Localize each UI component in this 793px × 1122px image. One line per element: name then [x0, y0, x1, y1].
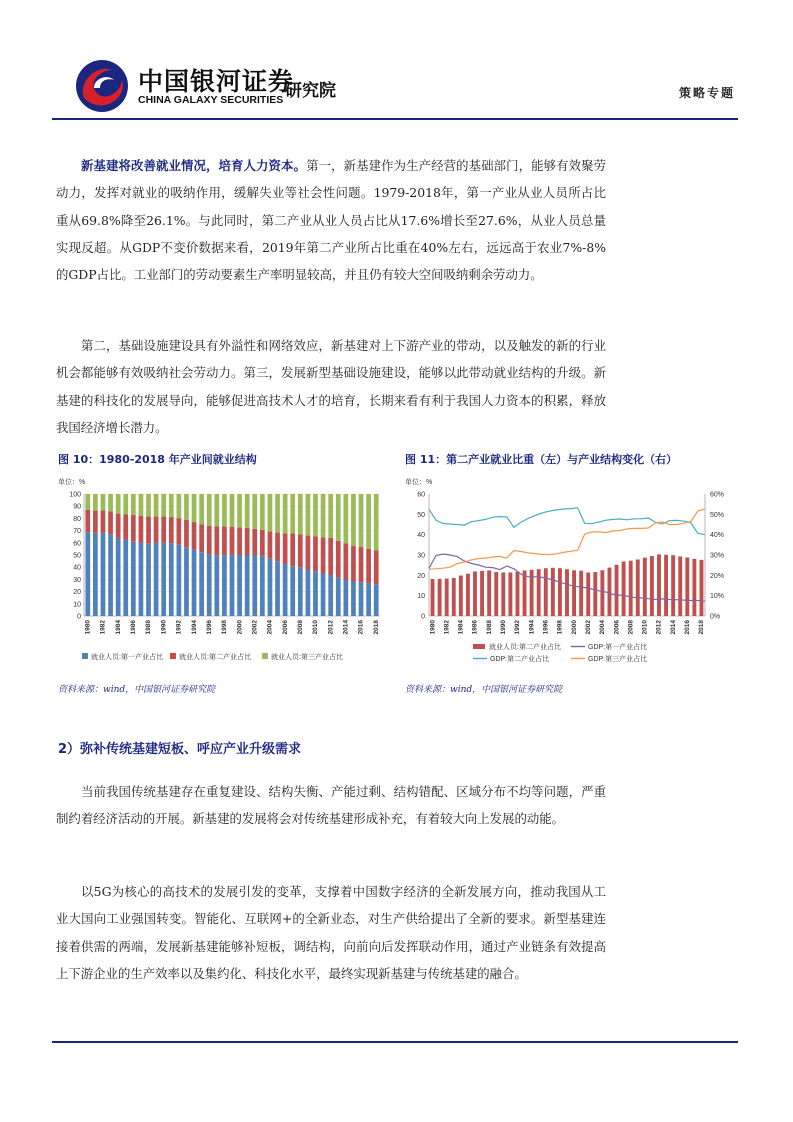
chart10-x-tick-label: 1990 [160, 620, 168, 635]
chart10-x-tick-label: 1998 [221, 620, 229, 635]
chart10-bar-series2 [184, 520, 189, 547]
chart10-bar-series2 [328, 538, 333, 575]
chart10-bar-series3 [139, 494, 144, 516]
chart10-bar-series2 [123, 514, 128, 539]
chart11-bar-employment [615, 565, 619, 616]
chart10-bar-series2 [298, 535, 303, 568]
chart11-unit-label: 单位：% [405, 479, 433, 486]
chart10-bar-series2 [290, 534, 295, 567]
header-divider [52, 118, 738, 120]
chart10-legend-swatch [262, 653, 268, 659]
chart11-bar-employment [452, 578, 456, 616]
chart10-bar-series3 [328, 494, 333, 538]
figure-11-source: 资料来源：wind，中国银河证券研究院 [405, 685, 563, 695]
chart11-bar-employment [558, 568, 562, 616]
paragraph-3: 当前我国传统基建存在重复建设、结构失衡、产能过剩、结构错配、区域分布不均等问题，严重制约着经济活动的开展。新基建的发展将会对传统基建形成补充，有着较大向上发展的动能。 [56, 784, 606, 827]
chart10-bar-series3 [359, 494, 364, 547]
chart11-y-left-tick-label: 20 [417, 572, 425, 580]
chart10-bar-series1 [283, 564, 288, 616]
chart10-x-tick-label: 1988 [145, 620, 153, 635]
chart-employment-structure [58, 474, 388, 670]
chart10-bar-series2 [252, 529, 257, 555]
chart10-bar-series1 [359, 582, 364, 616]
chart10-bar-series3 [123, 494, 128, 514]
chart10-bar-series1 [237, 555, 242, 616]
chart11-y-left-tick-label: 60 [417, 491, 425, 499]
chart10-x-tick-label: 2012 [327, 620, 335, 635]
chart11-x-tick-label: 2014 [669, 620, 677, 635]
chart10-y-tick-label: 30 [73, 576, 81, 584]
chart10-bar-series3 [108, 494, 113, 511]
galaxy-logo-icon [74, 58, 130, 114]
chart10-bar-series1 [169, 543, 174, 616]
chart11-y-right-tick-label: 30% [710, 552, 725, 560]
chart10-bar-series3 [306, 494, 311, 536]
chart10-bar-series3 [199, 494, 204, 524]
chart10-x-tick-label: 2010 [312, 620, 320, 635]
chart10-bar-series3 [283, 494, 288, 533]
chart10-unit-label: 单位：% [58, 479, 86, 486]
chart11-bar-employment [636, 559, 640, 616]
chart10-bar-series2 [313, 536, 318, 571]
chart10-y-tick-label: 90 [73, 503, 81, 511]
chart11-x-tick-label: 1984 [457, 620, 465, 635]
chart10-bar-series1 [351, 581, 356, 616]
brand-name-cn: 中国银河证券 [138, 67, 295, 96]
chart10-bar-series1 [374, 584, 379, 616]
chart11-bar-employment [544, 568, 548, 616]
chart10-bar-series2 [222, 527, 227, 556]
chart11-x-tick-label: 1992 [514, 620, 522, 635]
chart10-bar-series1 [214, 555, 219, 616]
chart10-legend-swatch [170, 653, 176, 659]
chart10-y-tick-label: 20 [73, 589, 81, 597]
chart10-bar-series1 [336, 578, 341, 616]
footer-divider [52, 1041, 738, 1043]
chart10-bar-series2 [245, 528, 250, 555]
chart11-x-tick-label: 2018 [698, 620, 706, 635]
chart10-x-tick-label: 1982 [99, 620, 107, 635]
paragraph-2: 第二，基础设施建设具有外溢性和网络效应，新基建对上下游产业的带动，以及触发的新的行业机会都能够有效吸纳社会劳动力。第三，发展新型基础设施建设，能够以此带动就业结构的升级。新基建的科技化的发展导向，能够促进高技术人才的培育，长期来看有利于我国人力资本的积累，释放我国经济增长潜力。 [56, 338, 606, 435]
chart10-bar-series1 [260, 556, 265, 616]
chart11-x-tick-label: 1998 [556, 620, 564, 635]
chart11-legend-label: 就业人员:第二产业占比 [489, 644, 561, 651]
chart11-x-tick-label: 1994 [528, 620, 536, 635]
chart10-bar-series1 [154, 543, 159, 616]
chart10-bar-series2 [351, 546, 356, 582]
chart10-bar-series2 [146, 516, 151, 543]
chart11-x-tick-label: 1982 [443, 620, 451, 635]
chart11-bar-employment [565, 569, 569, 616]
chart11-bar-employment [579, 571, 583, 616]
chart10-x-tick-label: 1980 [84, 620, 92, 635]
chart10-y-tick-label: 70 [73, 528, 81, 536]
chart10-x-tick-label: 2014 [342, 620, 350, 635]
chart10-bar-series2 [214, 526, 219, 555]
chart11-bar-employment [480, 571, 484, 616]
chart10-bar-series2 [154, 516, 159, 542]
chart10-bar-series2 [374, 550, 379, 584]
chart10-bar-series3 [131, 494, 136, 515]
chart10-bar-series2 [93, 511, 98, 533]
chart11-bar-employment [608, 568, 612, 616]
chart11-bar-employment [622, 562, 626, 616]
chart10-bar-series3 [336, 494, 341, 541]
chart11-bar-employment [600, 570, 604, 616]
chart10-x-tick-label: 2008 [297, 620, 305, 635]
chart10-bar-series1 [177, 545, 182, 616]
chart11-bar-employment [700, 560, 704, 616]
chart10-bar-series2 [237, 528, 242, 555]
chart11-bar-employment [586, 572, 590, 616]
chart10-bar-series3 [184, 494, 189, 520]
chart11-bar-employment [494, 572, 498, 616]
chart11-line-series2 [429, 508, 705, 535]
chart11-y-left-tick-label: 10 [417, 593, 425, 601]
chart11-x-tick-label: 1980 [429, 620, 437, 635]
chart11-x-tick-label: 2010 [641, 620, 649, 635]
chart10-bar-series1 [313, 571, 318, 616]
chart10-y-tick-label: 60 [73, 540, 81, 548]
chart11-bar-employment [692, 559, 696, 616]
chart11-x-tick-label: 2004 [599, 620, 607, 635]
chart10-bar-series3 [351, 494, 356, 546]
chart11-bar-employment [438, 579, 442, 616]
chart11-bar-employment [501, 572, 505, 616]
chart11-bar-employment [516, 572, 520, 616]
chart11-y-left-tick-label: 0 [421, 613, 425, 621]
chart10-bar-series2 [343, 544, 348, 580]
chart10-bar-series3 [207, 494, 212, 526]
chart10-bar-series1 [290, 566, 295, 616]
chart10-bar-series1 [306, 570, 311, 616]
chart11-bar-employment [466, 574, 470, 616]
chart10-bar-series1 [268, 559, 273, 616]
chart10-bar-series2 [116, 514, 121, 538]
chart10-bar-series2 [336, 541, 341, 578]
chart10-bar-series3 [161, 494, 166, 517]
chart10-bar-series2 [268, 531, 273, 558]
chart10-x-tick-label: 1984 [114, 620, 122, 635]
chart10-bar-series2 [359, 547, 364, 582]
chart10-y-tick-label: 100 [69, 491, 81, 499]
document-type: 策略专题 [678, 86, 735, 100]
chart10-x-tick-label: 2002 [251, 620, 259, 635]
paragraph-4: 以5G为核心的高技术的发展引发的变革，支撑着中国数字经济的全新发展方向，推动我国从工业大国向工业强国转变。智能化、互联网+的全新业态，对生产供给提出了全新的要求。新型基建连接着供需的两端，发展新基建能够补短板，调结构，向前向后发挥联动作用，通过产业链条有效提高上下游企业的生产效率以及集约化、科技化水平，最终实现新基建与传统基建的融合。 [56, 884, 606, 981]
chart10-bar-series3 [321, 494, 326, 538]
chart10-legend-label: 就业人员:第三产业占比 [271, 654, 343, 661]
chart11-bar-employment [445, 579, 449, 616]
chart11-x-tick-label: 1988 [485, 620, 493, 635]
chart10-bar-series1 [146, 544, 151, 616]
chart11-y-right-tick-label: 60% [710, 491, 725, 499]
chart10-bar-series2 [260, 530, 265, 556]
chart10-bar-series2 [275, 532, 280, 561]
brand-name-en: CHINA GALAXY SECURITIES [138, 94, 284, 106]
chart11-line-series3 [429, 509, 705, 569]
chart10-bar-series3 [374, 494, 379, 550]
chart10-bar-series1 [252, 555, 257, 616]
chart10-bar-series1 [139, 543, 144, 616]
chart10-x-tick-label: 1994 [190, 620, 198, 635]
chart10-legend-swatch [82, 653, 88, 659]
chart10-bar-series1 [298, 568, 303, 616]
chart10-bar-series2 [306, 536, 311, 570]
section-title: 2）弥补传统基建短板、呼应产业升级需求 [58, 742, 302, 757]
chart11-x-tick-label: 2006 [613, 620, 621, 635]
chart10-bar-series3 [146, 494, 151, 516]
chart10-bar-series3 [222, 494, 227, 527]
chart10-bar-series1 [101, 533, 106, 616]
chart10-bar-series3 [116, 494, 121, 514]
chart-secondary-industry [405, 474, 740, 670]
chart10-bar-series1 [93, 533, 98, 616]
chart10-bar-series3 [298, 494, 303, 535]
chart10-bar-series1 [245, 555, 250, 616]
chart11-bar-employment [508, 572, 512, 616]
chart10-bar-series1 [108, 534, 113, 616]
chart10-bar-series2 [366, 549, 371, 583]
chart11-bar-employment [431, 579, 435, 616]
chart10-x-tick-label: 2004 [266, 620, 274, 635]
chart11-x-tick-label: 1986 [471, 620, 479, 635]
chart10-bar-series1 [199, 552, 204, 616]
chart10-bar-series2 [199, 524, 204, 552]
chart10-bar-series3 [290, 494, 295, 534]
chart10-bar-series2 [131, 515, 136, 542]
chart11-y-right-tick-label: 50% [710, 511, 725, 519]
chart11-bar-employment [537, 569, 541, 616]
chart10-bar-series2 [101, 510, 106, 532]
chart10-bar-series3 [260, 494, 265, 530]
chart10-bar-series2 [169, 517, 174, 543]
chart11-y-right-tick-label: 10% [710, 593, 725, 601]
chart10-bar-series1 [230, 555, 235, 616]
chart10-bar-series3 [177, 494, 182, 518]
chart11-bar-employment [629, 561, 633, 616]
chart10-bar-series3 [154, 494, 159, 516]
chart10-bar-series3 [230, 494, 235, 527]
paragraph-1-lead: 新基建将改善就业情况，培育人力资本。 [81, 158, 307, 173]
chart11-bar-employment [671, 555, 675, 616]
chart10-x-tick-label: 1986 [130, 620, 138, 635]
chart10-bar-series1 [275, 561, 280, 616]
chart10-y-tick-label: 10 [73, 601, 81, 609]
chart10-y-tick-label: 40 [73, 564, 81, 572]
chart10-bar-series3 [252, 494, 257, 529]
chart10-bar-series3 [192, 494, 197, 522]
figure-10-source: 资料来源：wind，中国银河证券研究院 [58, 685, 216, 695]
chart11-bar-employment [551, 568, 555, 616]
chart11-bar-employment [572, 570, 576, 616]
chart10-x-tick-label: 1996 [205, 620, 213, 635]
chart10-bar-series1 [131, 542, 136, 616]
chart11-bar-employment [664, 555, 668, 616]
chart10-legend-label: 就业人员:第一产业占比 [91, 654, 163, 661]
figure-11-title: 图 11：第二产业就业比重（左）与产业结构变化（右） [405, 453, 678, 466]
figure-10-title: 图 10：1980-2018 年产业间就业结构 [58, 453, 257, 466]
chart10-bar-series1 [85, 532, 90, 616]
chart10-bar-series3 [85, 494, 90, 510]
chart11-y-right-tick-label: 40% [710, 532, 725, 540]
chart11-bar-employment [523, 570, 527, 616]
chart10-bar-series3 [313, 494, 318, 536]
chart11-x-tick-label: 2012 [655, 620, 663, 635]
chart10-bar-series2 [192, 522, 197, 550]
chart10-bar-series3 [93, 494, 98, 511]
chart11-y-right-tick-label: 20% [710, 572, 725, 580]
chart11-bar-employment [473, 571, 477, 616]
chart11-x-tick-label: 2016 [684, 620, 692, 635]
chart11-bar-employment [593, 572, 597, 616]
chart10-x-tick-label: 1992 [175, 620, 183, 635]
chart10-y-tick-label: 50 [73, 552, 81, 560]
chart11-x-tick-label: 2008 [627, 620, 635, 635]
chart11-x-tick-label: 1996 [542, 620, 550, 635]
chart11-legend-label: GDP:第一产业占比 [588, 644, 648, 651]
chart10-bar-series1 [116, 538, 121, 616]
chart11-y-left-tick-label: 30 [417, 552, 425, 560]
chart10-bar-series2 [108, 511, 113, 534]
chart10-y-tick-label: 80 [73, 515, 81, 523]
chart10-bar-series2 [161, 517, 166, 543]
chart10-bar-series3 [366, 494, 371, 549]
chart10-y-tick-label: 0 [77, 613, 81, 621]
chart10-x-tick-label: 2018 [372, 620, 380, 635]
chart11-bar-employment [459, 576, 463, 616]
brand-subtitle: 研究院 [285, 81, 336, 101]
chart11-legend-label: GDP:第二产业占比 [490, 656, 550, 663]
chart10-x-tick-label: 2016 [357, 620, 365, 635]
chart10-bar-series1 [184, 547, 189, 616]
chart10-bar-series1 [123, 540, 128, 616]
chart10-bar-series3 [101, 494, 106, 510]
chart11-bar-employment [685, 557, 689, 616]
chart10-bar-series2 [177, 518, 182, 544]
chart10-bar-series3 [343, 494, 348, 544]
chart10-bar-series2 [321, 538, 326, 574]
chart10-bar-series2 [230, 527, 235, 555]
page-header [0, 0, 793, 120]
chart10-bar-series2 [283, 533, 288, 564]
chart10-bar-series3 [169, 494, 174, 517]
chart10-bar-series1 [366, 583, 371, 616]
chart10-bar-series3 [214, 494, 219, 526]
paragraph-1-body: 第一，新基建作为生产经营的基础部门，能够有效聚劳动力，发挥对就业的吸纳作用，缓解失业等社会性问题。1979-2018年，第一产业从业人员所占比重从69.8%降至26.1%。与此同时，第二产业从业人员占比从17.6%增长至27.6%，从业人员总量实现反超。从GDP不变价数据来看，2019年第二产业所占比重在40%左右，远远高于农业7%-8%的GDP占比。工业部门的劳动要素生产率明显较高，并且仍有较大空间吸纳剩余劳动力。 [56, 158, 607, 283]
chart11-bar-employment [678, 556, 682, 616]
chart11-bar-employment [657, 554, 661, 616]
chart10-bar-series1 [161, 543, 166, 616]
chart10-bar-series2 [207, 526, 212, 555]
chart11-legend-label: GDP:第三产业占比 [588, 656, 648, 663]
chart11-y-left-tick-label: 50 [417, 511, 425, 519]
chart11-y-right-tick-label: 0% [710, 613, 721, 621]
chart10-bar-series1 [207, 554, 212, 616]
chart10-bar-series2 [85, 510, 90, 532]
chart10-bar-series1 [328, 575, 333, 616]
chart11-bar-employment [650, 556, 654, 616]
chart10-bar-series1 [321, 574, 326, 616]
chart10-bar-series3 [268, 494, 273, 531]
chart10-x-tick-label: 2000 [236, 620, 244, 635]
chart10-bar-series3 [237, 494, 242, 528]
chart11-x-tick-label: 2000 [570, 620, 578, 635]
chart10-bar-series2 [139, 516, 144, 543]
chart10-bar-series1 [222, 555, 227, 616]
chart11-x-tick-label: 2002 [584, 620, 592, 635]
chart10-bar-series1 [343, 580, 348, 616]
paragraph-1 [56, 152, 606, 288]
chart10-bar-series1 [192, 550, 197, 616]
chart11-bar-employment [643, 558, 647, 616]
chart11-x-tick-label: 1990 [500, 620, 508, 635]
chart10-bar-series3 [275, 494, 280, 532]
chart11-bar-employment [487, 570, 491, 616]
chart10-x-tick-label: 2006 [281, 620, 289, 635]
chart10-bar-series3 [245, 494, 250, 528]
chart11-legend-swatch [473, 644, 485, 649]
chart11-y-left-tick-label: 40 [417, 532, 425, 540]
chart10-legend-label: 就业人员:第二产业占比 [179, 654, 251, 661]
